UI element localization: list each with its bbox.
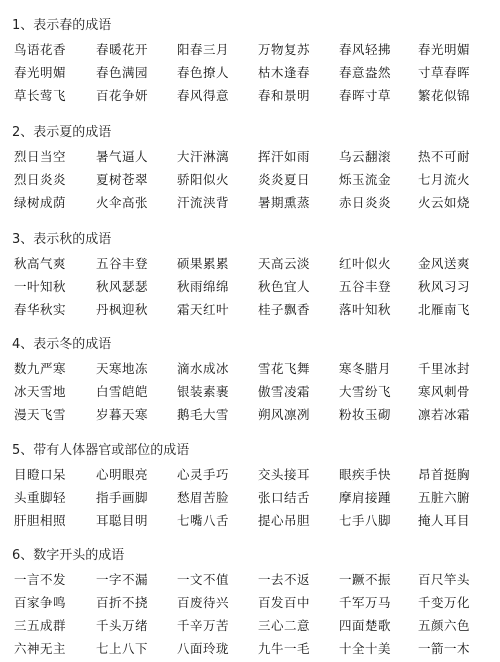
idiom: 一去不返 xyxy=(258,572,311,587)
idiom: 天高云淡 xyxy=(258,256,311,271)
idiom-row xyxy=(0,488,500,511)
idiom: 张口结舌 xyxy=(258,490,311,505)
idiom: 凛若冰霜 xyxy=(418,407,471,422)
idiom-row xyxy=(0,405,500,428)
section-title: 6、数字开头的成语 xyxy=(12,548,125,563)
idiom: 五颜六色 xyxy=(418,618,471,633)
idiom: 寸草春晖 xyxy=(418,65,471,80)
idiom: 绿树成荫 xyxy=(14,195,67,210)
idiom: 春暖花开 xyxy=(96,42,149,57)
idiom-row xyxy=(0,359,500,382)
idiom: 指手画脚 xyxy=(96,490,149,505)
idiom: 春色撩人 xyxy=(177,65,230,80)
idiom: 火云如烧 xyxy=(418,195,471,210)
idiom-grid xyxy=(0,254,500,323)
idiom: 心灵手巧 xyxy=(177,467,230,482)
idiom: 热不可耐 xyxy=(418,149,471,164)
idiom: 八面玲珑 xyxy=(177,641,230,656)
idiom: 丹枫迎秋 xyxy=(96,302,149,317)
idiom: 愁眉苦脸 xyxy=(177,490,230,505)
idiom: 百折不挠 xyxy=(96,595,149,610)
idiom: 三五成群 xyxy=(14,618,67,633)
idiom-row xyxy=(0,593,500,616)
idiom: 春和景明 xyxy=(258,88,311,103)
idiom: 霜天红叶 xyxy=(177,302,230,317)
idiom: 七嘴八舌 xyxy=(177,513,230,528)
idiom: 一箭一木 xyxy=(418,641,471,656)
idiom: 红叶似火 xyxy=(339,256,392,271)
idiom: 秋雨绵绵 xyxy=(177,279,230,294)
idiom: 摩肩接踵 xyxy=(339,490,392,505)
idiom: 阳春三月 xyxy=(177,42,230,57)
idiom: 汗流浃背 xyxy=(177,195,230,210)
idiom-grid xyxy=(0,465,500,534)
idiom: 赤日炎炎 xyxy=(339,195,392,210)
section-title: 2、表示夏的成语 xyxy=(12,125,112,140)
idiom: 千军万马 xyxy=(339,595,392,610)
idiom: 天寒地冻 xyxy=(96,361,149,376)
idiom: 十全十美 xyxy=(339,641,392,656)
idiom: 桂子飘香 xyxy=(258,302,311,317)
idiom-grid xyxy=(0,570,500,662)
idiom-row xyxy=(0,170,500,193)
idiom: 千辛万苦 xyxy=(177,618,230,633)
section-title: 3、表示秋的成语 xyxy=(12,232,112,247)
idiom: 傲雪凌霜 xyxy=(258,384,311,399)
idiom: 一蹶不振 xyxy=(339,572,392,587)
idiom: 鸟语花香 xyxy=(14,42,67,57)
idiom: 大汗淋漓 xyxy=(177,149,230,164)
idiom: 炎炎夏日 xyxy=(258,172,311,187)
idiom: 枯木逢春 xyxy=(258,65,311,80)
idiom: 雪花飞舞 xyxy=(258,361,311,376)
idiom: 火伞高张 xyxy=(96,195,149,210)
idiom: 一言不发 xyxy=(14,572,67,587)
idiom: 秋高气爽 xyxy=(14,256,67,271)
idiom: 百废待兴 xyxy=(177,595,230,610)
section-title: 1、表示春的成语 xyxy=(12,18,112,33)
idiom: 寒风刺骨 xyxy=(418,384,471,399)
idiom: 提心吊胆 xyxy=(258,513,311,528)
idiom: 繁花似锦 xyxy=(418,88,471,103)
idiom: 烈日当空 xyxy=(14,149,67,164)
idiom-grid xyxy=(0,359,500,428)
idiom: 鹅毛大雪 xyxy=(177,407,230,422)
idiom: 耳聪目明 xyxy=(96,513,149,528)
idiom: 暑气逼人 xyxy=(96,149,149,164)
idiom: 朔风凛冽 xyxy=(258,407,311,422)
idiom-row xyxy=(0,147,500,170)
idiom: 一文不值 xyxy=(177,572,230,587)
section-title: 5、带有人体器官或部位的成语 xyxy=(12,443,190,458)
idiom: 秋风瑟瑟 xyxy=(96,279,149,294)
idiom: 肝胆相照 xyxy=(14,513,67,528)
idiom: 烈日炎炎 xyxy=(14,172,67,187)
idiom: 春意盎然 xyxy=(339,65,392,80)
idiom: 七上八下 xyxy=(96,641,149,656)
idiom: 春风得意 xyxy=(177,88,230,103)
idiom: 白雪皑皑 xyxy=(96,384,149,399)
idiom: 眼疾手快 xyxy=(339,467,392,482)
idiom: 七手八脚 xyxy=(339,513,392,528)
idiom: 五脏六腑 xyxy=(418,490,471,505)
idiom-row xyxy=(0,63,500,86)
idiom: 大雪纷飞 xyxy=(339,384,392,399)
idiom-row xyxy=(0,570,500,593)
idiom: 万物复苏 xyxy=(258,42,311,57)
idiom-row xyxy=(0,616,500,639)
idiom: 交头接耳 xyxy=(258,467,311,482)
idiom: 秋色宜人 xyxy=(258,279,311,294)
idiom: 春色满园 xyxy=(96,65,149,80)
idiom: 春风轻拂 xyxy=(339,42,392,57)
idiom: 暑期熏蒸 xyxy=(258,195,311,210)
idiom-row xyxy=(0,382,500,405)
idiom: 落叶知秋 xyxy=(339,302,392,317)
idiom: 粉妆玉砌 xyxy=(339,407,392,422)
idiom: 寒冬腊月 xyxy=(339,361,392,376)
idiom: 春晖寸草 xyxy=(339,88,392,103)
idiom: 百尺竿头 xyxy=(418,572,471,587)
idiom-grid xyxy=(0,147,500,216)
idiom: 挥汗如雨 xyxy=(258,149,311,164)
idiom: 头重脚轻 xyxy=(14,490,67,505)
idiom: 秋风习习 xyxy=(418,279,471,294)
idiom: 乌云翻滚 xyxy=(339,149,392,164)
idiom: 金风送爽 xyxy=(418,256,471,271)
idiom: 岁暮天寒 xyxy=(96,407,149,422)
idiom: 六神无主 xyxy=(14,641,67,656)
idiom: 掩人耳目 xyxy=(418,513,471,528)
idiom: 春光明媚 xyxy=(418,42,471,57)
idiom: 四面楚歌 xyxy=(339,618,392,633)
idiom: 九牛一毛 xyxy=(258,641,311,656)
idiom: 五谷丰登 xyxy=(96,256,149,271)
idiom: 滴水成冰 xyxy=(177,361,230,376)
idiom: 冰天雪地 xyxy=(14,384,67,399)
idiom-row xyxy=(0,639,500,662)
idiom-row xyxy=(0,277,500,300)
idiom-row xyxy=(0,40,500,63)
idiom: 昂首挺胸 xyxy=(418,467,471,482)
section-title: 4、表示冬的成语 xyxy=(12,337,112,352)
idiom-row xyxy=(0,86,500,109)
idiom: 数九严寒 xyxy=(14,361,67,376)
idiom: 百花争妍 xyxy=(96,88,149,103)
idiom: 百家争鸣 xyxy=(14,595,67,610)
idiom: 一字不漏 xyxy=(96,572,149,587)
idiom-row xyxy=(0,465,500,488)
idiom: 骄阳似火 xyxy=(177,172,230,187)
idiom: 漫天飞雪 xyxy=(14,407,67,422)
idiom: 春光明媚 xyxy=(14,65,67,80)
idiom-row xyxy=(0,300,500,323)
idiom-grid xyxy=(0,40,500,109)
idiom: 北雁南飞 xyxy=(418,302,471,317)
idiom-row xyxy=(0,254,500,277)
idiom: 烁玉流金 xyxy=(339,172,392,187)
idiom: 千里冰封 xyxy=(418,361,471,376)
idiom: 银装素裹 xyxy=(177,384,230,399)
idiom: 目瞪口呆 xyxy=(14,467,67,482)
idiom: 七月流火 xyxy=(418,172,471,187)
idiom: 心明眼亮 xyxy=(96,467,149,482)
idiom: 春华秋实 xyxy=(14,302,67,317)
idiom-row xyxy=(0,193,500,216)
idiom: 一叶知秋 xyxy=(14,279,67,294)
idiom: 五谷丰登 xyxy=(339,279,392,294)
idiom: 千头万绪 xyxy=(96,618,149,633)
idiom: 百发百中 xyxy=(258,595,311,610)
idiom: 千变万化 xyxy=(418,595,471,610)
idiom-row xyxy=(0,511,500,534)
idiom: 硕果累累 xyxy=(177,256,230,271)
idiom: 三心二意 xyxy=(258,618,311,633)
idiom: 夏树苍翠 xyxy=(96,172,149,187)
idiom: 草长莺飞 xyxy=(14,88,67,103)
